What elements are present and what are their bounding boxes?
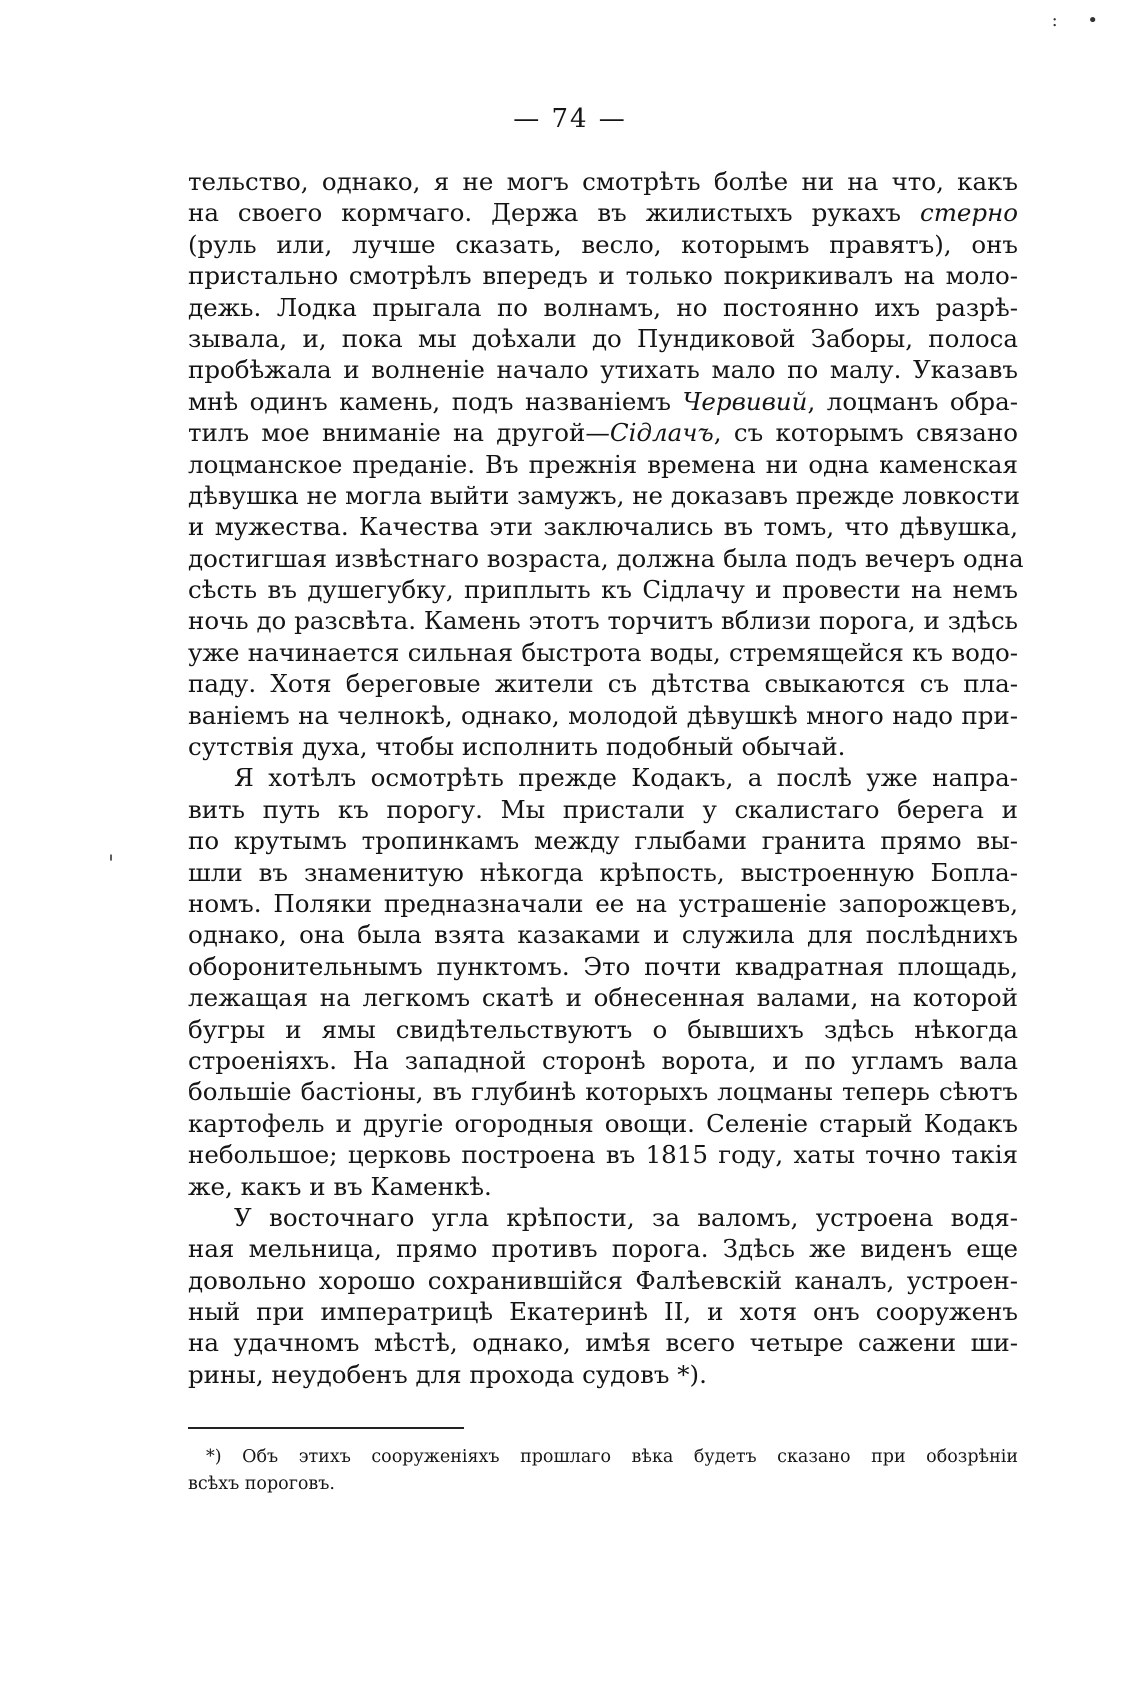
text-line [188,762,1018,793]
text-segment: бугры и ямы свидѣтельствуютъ о бывшихъ здѣсь нѣкогда [188,1014,1018,1044]
italic-term: стерно [919,198,1018,228]
italic-term: Червивий [682,386,808,416]
text-segment: строеніяхъ. На западной сторонѣ ворота, и по угламъ вала [188,1045,1018,1075]
text-segment: по крутымъ тропинкамъ между глыбами гранита прямо вы- [188,826,1018,856]
text-segment: достигшая извѣстнаго возраста, должна была подъ вечеръ одна [188,543,1024,573]
text-segment: номъ. Поляки предназначали ее на устрашеніе запорожцевъ, [188,888,1018,918]
text-line [188,731,1018,762]
text-line [188,574,1018,605]
text-line [188,982,1018,1013]
text-segment: , лоцманъ обра- [807,386,1018,416]
body-text [188,166,1024,1390]
text-line [188,637,1018,668]
text-line [188,1108,1018,1139]
text-line [188,511,1018,542]
text-segment: Я хотѣлъ осмотрѣть прежде Кодакъ, а послѣ уже напра- [234,763,1018,793]
text-segment: уже начинается сильная быстрота воды, стремящейся къ водо- [188,637,1018,667]
footnote-line: *) Объ этихъ сооруженіяхъ прошлаго вѣка будетъ сказано при обозрѣніи [206,1447,1018,1467]
text-segment: сѣсть въ душегубку, приплыть къ Сідлачу и провести на немъ [188,575,1018,605]
text-segment: лоцманское преданіе. Въ прежнія времена ни одна каменская [188,449,1018,479]
text-line [188,1076,1018,1107]
text-line [188,1139,1018,1170]
footnote-line: всѣхъ пороговъ. [188,1474,335,1494]
text-line [188,605,1018,636]
text-segment: пристально смотрѣлъ впередъ и только покрикивалъ на моло- [188,261,1018,291]
footnote [188,1444,1018,1498]
italic-term: Сідлачъ [609,418,714,448]
text-segment: шли въ знаменитую нѣкогда крѣпость, выстроенную Бопла- [188,857,1018,887]
text-line [188,919,1018,950]
text-segment: на своего кормчаго. Держа въ жилистыхъ рукахъ [188,198,920,228]
text-segment: тилъ мое вниманіе на другой— [188,418,610,448]
text-line [188,1296,1018,1327]
text-line [188,323,1018,354]
text-line [188,197,1018,228]
text-segment: картофель и другіе огородныя овощи. Селеніе старый Кодакъ [188,1108,1018,1138]
text-segment: (руль или, лучше сказать, весло, которымъ правятъ), онъ [188,229,1018,259]
footnote-rule [188,1427,464,1429]
text-line [188,1265,1018,1296]
text-line [188,1202,1018,1233]
text-line [188,1359,1018,1390]
text-line [188,951,1018,982]
text-line [188,1233,1018,1264]
text-segment: сутствія духа, чтобы исполнить подобный обычай. [188,732,846,762]
text-segment: довольно хорошо сохранившійся Фалѣевскій каналъ, устроен- [188,1265,1018,1295]
text-segment: дѣвушка не могла выйти замужъ, не доказавъ прежде ловкости [188,480,1020,510]
text-line [188,166,1018,197]
text-line [188,700,1018,731]
page-number: — 74 — [513,104,627,134]
text-segment: пробѣжала и волненіе начало утихать мало по малу. Указавъ [188,355,1018,385]
text-segment: зывала, и, пока мы доѣхали до Пундиковой Заборы, полоса [188,323,1018,353]
text-line [188,825,1018,856]
text-segment: дежь. Лодка прыгала по волнамъ, но постоянно ихъ разрѣ- [188,292,1018,322]
text-line [188,543,1024,574]
text-segment: рины, неудобенъ для прохода судовъ *). [188,1359,707,1389]
text-line [188,794,1018,825]
text-segment: лежащая на легкомъ скатѣ и обнесенная валами, на которой [188,983,1018,1013]
text-segment: У восточнаго угла крѣпости, за валомъ, устроена водя- [234,1202,1018,1232]
text-segment: и мужества. Качества эти заключались въ томъ, что дѣвушка, [188,512,1018,542]
text-segment: большіе бастіоны, въ глубинѣ которыхъ лоцманы теперь сѣютъ [188,1077,1018,1107]
text-segment: ночь до разсвѣта. Камень этотъ торчитъ вблизи порога, и здѣсь [188,606,1018,636]
text-line [188,857,1018,888]
text-line [188,1045,1018,1076]
text-segment: оборонительнымъ пунктомъ. Это почти квадратная площадь, [188,951,1018,981]
text-segment: ный при императрицѣ Екатеринѣ II, и хотя онъ сооруженъ [188,1297,1018,1327]
text-line [188,449,1018,480]
text-line [188,354,1018,385]
text-line [188,1014,1018,1045]
text-line [188,668,1018,699]
text-segment: паду. Хотя береговые жители съ дѣтства свыкаются съ пла- [188,669,1018,699]
text-line [188,888,1018,919]
text-segment: ная мельница, прямо противъ порога. Здѣсь же виденъ еще [188,1234,1018,1264]
text-segment: тельство, однако, я не могъ смотрѣть болѣе ни на что, какъ [188,167,1018,196]
text-line [188,260,1018,291]
text-line [188,292,1018,323]
text-segment: небольшое; церковь построена въ 1815 году, хаты точно такія [188,1140,1018,1170]
text-line [188,1171,1018,1202]
text-segment: мнѣ одинъ камень, подъ названіемъ [188,386,683,416]
text-segment: на удачномъ мѣстѣ, однако, имѣя всего четыре сажени ши- [188,1328,1018,1358]
corner-marks: : • [1051,10,1110,31]
text-line [188,417,1018,448]
text-line [188,229,1018,260]
stray-mark: ' [108,852,115,877]
text-line [188,480,1018,511]
text-line [188,386,1018,417]
text-segment: , съ которымъ связано [713,418,1018,448]
text-segment: же, какъ и въ Каменкѣ. [188,1171,492,1201]
text-segment: ваніемъ на челнокѣ, однако, молодой дѣвушкѣ много надо при- [188,700,1018,730]
text-line [188,1327,1018,1358]
text-segment: однако, она была взята казаками и служила для послѣднихъ [188,920,1018,950]
text-segment: вить путь къ порогу. Мы пристали у скалистаго берега и [188,794,1018,824]
